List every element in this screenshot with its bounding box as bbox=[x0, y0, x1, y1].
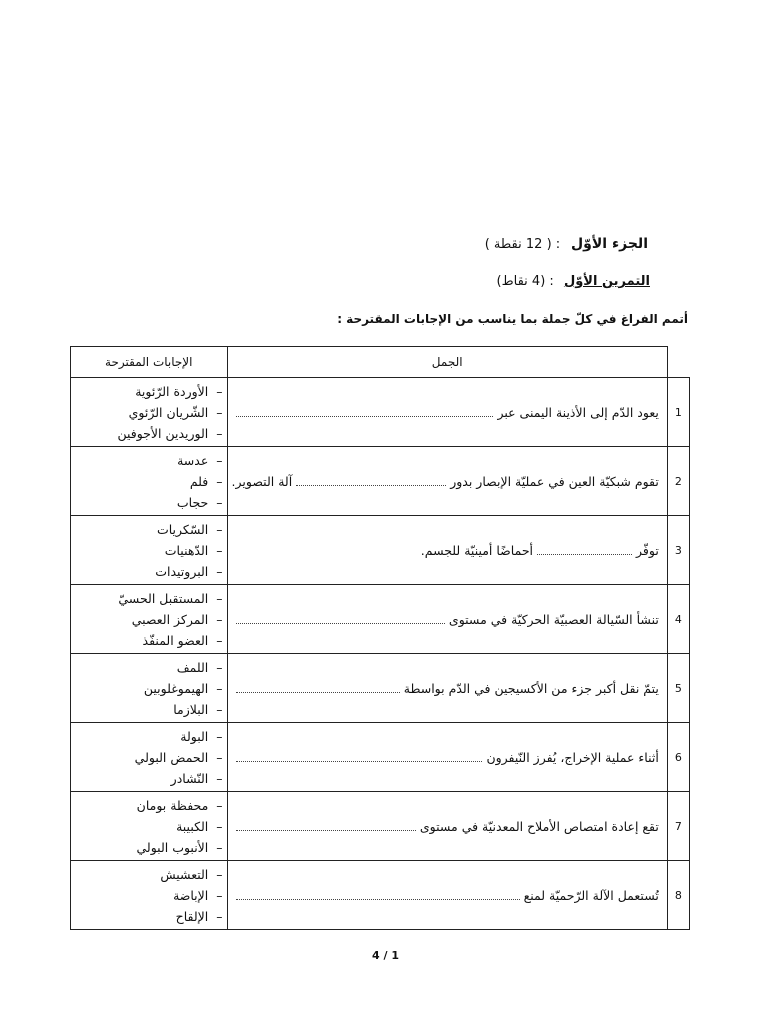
answer-option[interactable] bbox=[75, 747, 223, 768]
sentence-cell bbox=[227, 447, 667, 516]
answer-text: البلازما bbox=[173, 701, 209, 717]
answer-text: عدسة bbox=[177, 452, 209, 468]
answer-text: اللمف bbox=[176, 659, 209, 675]
table-row bbox=[71, 654, 690, 723]
answer-option[interactable] bbox=[75, 906, 223, 927]
answer-text: الدّهنيات bbox=[164, 542, 209, 558]
dash-bullet: – bbox=[216, 728, 223, 744]
sentence-text: تقوم شبكيّة العين في عمليّة الإبصار بدور bbox=[450, 473, 659, 489]
answer-option[interactable] bbox=[75, 588, 223, 609]
exercise-title-label: التمرين الأوّل bbox=[563, 274, 650, 289]
dash-bullet: – bbox=[216, 701, 223, 717]
answer-option[interactable] bbox=[75, 885, 223, 906]
answer-text: الحمض البولي bbox=[134, 749, 209, 765]
table-row bbox=[71, 585, 690, 654]
exercise-points: : (4 نقاط) bbox=[496, 274, 554, 289]
answer-text: البروتيدات bbox=[155, 563, 209, 579]
dash-bullet: – bbox=[216, 521, 223, 537]
answer-text: فلم bbox=[189, 473, 209, 489]
answer-option[interactable] bbox=[75, 423, 223, 444]
dash-bullet: – bbox=[216, 452, 223, 468]
answer-option[interactable] bbox=[75, 609, 223, 630]
answers-cell bbox=[71, 792, 228, 861]
answer-text: الكبيبة bbox=[176, 818, 209, 834]
sentence-line bbox=[232, 750, 659, 765]
answer-option[interactable] bbox=[75, 471, 223, 492]
sentence-cell bbox=[227, 654, 667, 723]
answer-option[interactable] bbox=[75, 540, 223, 561]
answer-option[interactable] bbox=[75, 678, 223, 699]
table-row bbox=[71, 723, 690, 792]
page-number: 4 / 1 bbox=[372, 949, 399, 962]
answer-text: التعشيش bbox=[160, 866, 209, 882]
sentence-line bbox=[232, 888, 659, 903]
dash-bullet: – bbox=[216, 542, 223, 558]
sentence-line bbox=[232, 543, 659, 558]
dash-bullet: – bbox=[216, 404, 223, 420]
answer-text: الإلقاح bbox=[175, 908, 209, 924]
blank-line[interactable] bbox=[236, 416, 494, 417]
exercise-table bbox=[70, 346, 690, 930]
dash-bullet: – bbox=[216, 563, 223, 579]
dash-bullet: – bbox=[216, 908, 223, 924]
blank-line[interactable] bbox=[236, 623, 445, 624]
answer-option[interactable] bbox=[75, 450, 223, 471]
answer-text: الأوردة الرّئوية bbox=[135, 383, 209, 399]
row-number: 8 bbox=[667, 861, 689, 930]
dash-bullet: – bbox=[216, 770, 223, 786]
table-row bbox=[71, 378, 690, 447]
part-title bbox=[485, 236, 648, 252]
answer-option[interactable] bbox=[75, 699, 223, 720]
blank-line[interactable] bbox=[236, 761, 483, 762]
table-row bbox=[71, 861, 690, 930]
sentence-text: يعود الدّم إلى الأذينة اليمنى عبر bbox=[497, 404, 659, 420]
blank-line[interactable] bbox=[236, 692, 400, 693]
row-number: 1 bbox=[667, 378, 689, 447]
answers-cell bbox=[71, 447, 228, 516]
answer-text: السّكريات bbox=[156, 521, 209, 537]
header-answers: الإجابات المقترحة bbox=[71, 347, 228, 378]
dash-bullet: – bbox=[216, 887, 223, 903]
row-number: 5 bbox=[667, 654, 689, 723]
dash-bullet: – bbox=[216, 839, 223, 855]
sentence-ending: أحماضًا أمينيّة للجسم. bbox=[420, 542, 534, 558]
sentence-line bbox=[232, 612, 659, 627]
table-row bbox=[71, 792, 690, 861]
sentence-cell bbox=[227, 861, 667, 930]
answer-option[interactable] bbox=[75, 519, 223, 540]
answer-option[interactable] bbox=[75, 402, 223, 423]
header-sentences: الجمل bbox=[227, 347, 667, 378]
answer-text: العضو المنفّذ bbox=[142, 632, 209, 648]
row-number: 2 bbox=[667, 447, 689, 516]
answer-text: الهيموغلوبين bbox=[143, 680, 209, 696]
answer-option[interactable] bbox=[75, 726, 223, 747]
sentence-ending: آلة التصوير. bbox=[231, 473, 293, 489]
answer-option[interactable] bbox=[75, 630, 223, 651]
dash-bullet: – bbox=[216, 590, 223, 606]
answers-cell bbox=[71, 378, 228, 447]
answer-option[interactable] bbox=[75, 795, 223, 816]
sentence-line bbox=[232, 819, 659, 834]
dash-bullet: – bbox=[216, 749, 223, 765]
sentence-text: أثناء عملية الإخراج، يُفرز النّيفرون bbox=[486, 749, 659, 765]
row-number: 4 bbox=[667, 585, 689, 654]
sentence-cell bbox=[227, 378, 667, 447]
answers-cell bbox=[71, 585, 228, 654]
sentence-text: توفّر bbox=[636, 542, 659, 558]
exercise-title bbox=[497, 274, 650, 289]
dash-bullet: – bbox=[216, 494, 223, 510]
answer-option[interactable] bbox=[75, 561, 223, 582]
dash-bullet: – bbox=[216, 383, 223, 399]
row-number: 6 bbox=[667, 723, 689, 792]
sentence-line bbox=[232, 474, 659, 489]
dash-bullet: – bbox=[216, 797, 223, 813]
blank-line[interactable] bbox=[296, 485, 446, 486]
answer-option[interactable] bbox=[75, 657, 223, 678]
table-header-row bbox=[71, 347, 690, 378]
part-title-label: الجزء الأوّل bbox=[571, 236, 648, 252]
dash-bullet: – bbox=[216, 659, 223, 675]
dash-bullet: – bbox=[216, 473, 223, 489]
table-row bbox=[71, 516, 690, 585]
instruction-text: أتمم الفراغ في كلّ جملة بما يناسب من الإجابات المقترحة : bbox=[337, 312, 688, 326]
row-number: 7 bbox=[667, 792, 689, 861]
table-body bbox=[71, 378, 690, 930]
answer-text: الأنبوب البولي bbox=[136, 839, 209, 855]
answers-cell bbox=[71, 861, 228, 930]
sentence-cell bbox=[227, 516, 667, 585]
sentence-line bbox=[232, 405, 659, 420]
dash-bullet: – bbox=[216, 680, 223, 696]
blank-line[interactable] bbox=[236, 830, 416, 831]
answer-option[interactable] bbox=[75, 837, 223, 858]
answer-option[interactable] bbox=[75, 816, 223, 837]
sentence-cell bbox=[227, 792, 667, 861]
sentence-text: تُستعمل الآلة الرّحميّة لمنع bbox=[523, 887, 659, 903]
answer-text: الشّريان الرّئوي bbox=[128, 404, 209, 420]
answer-text: محفظة بومان bbox=[136, 797, 209, 813]
sentence-line bbox=[232, 681, 659, 696]
answer-text: المركز العصبي bbox=[131, 611, 209, 627]
answer-text: الوريدين الأجوفين bbox=[117, 425, 209, 441]
answers-cell bbox=[71, 516, 228, 585]
table-row bbox=[71, 447, 690, 516]
answer-text: الإباضة bbox=[173, 887, 209, 903]
answer-text: حجاب bbox=[176, 494, 209, 510]
dash-bullet: – bbox=[216, 866, 223, 882]
answer-text: النّشادر bbox=[170, 770, 209, 786]
answer-text: البولة bbox=[180, 728, 209, 744]
answer-option[interactable] bbox=[75, 381, 223, 402]
answer-option[interactable] bbox=[75, 492, 223, 513]
blank-line[interactable] bbox=[236, 899, 520, 900]
sentence-cell bbox=[227, 723, 667, 792]
row-number: 3 bbox=[667, 516, 689, 585]
sentence-cell bbox=[227, 585, 667, 654]
answer-option[interactable] bbox=[75, 768, 223, 789]
part-points: : ( 12 نقطة ) bbox=[484, 237, 561, 252]
dash-bullet: – bbox=[216, 611, 223, 627]
dash-bullet: – bbox=[216, 818, 223, 834]
sentence-text: يتمّ نقل أكبر جزء من الأكسيجين في الدّم بواسطة bbox=[403, 680, 659, 696]
header-number-spacer bbox=[667, 347, 689, 378]
answer-text: المستقبل الحسيّ bbox=[118, 590, 209, 606]
dash-bullet: – bbox=[216, 632, 223, 648]
dash-bullet: – bbox=[216, 425, 223, 441]
answers-cell bbox=[71, 654, 228, 723]
answers-cell bbox=[71, 723, 228, 792]
answer-option[interactable] bbox=[75, 864, 223, 885]
sentence-text: تقع إعادة امتصاص الأملاح المعدنيّة في مستوى bbox=[419, 818, 659, 834]
sentence-text: تنشأ السّيالة العصبيّة الحركيّة في مستوى bbox=[448, 611, 659, 627]
blank-line[interactable] bbox=[537, 554, 632, 555]
